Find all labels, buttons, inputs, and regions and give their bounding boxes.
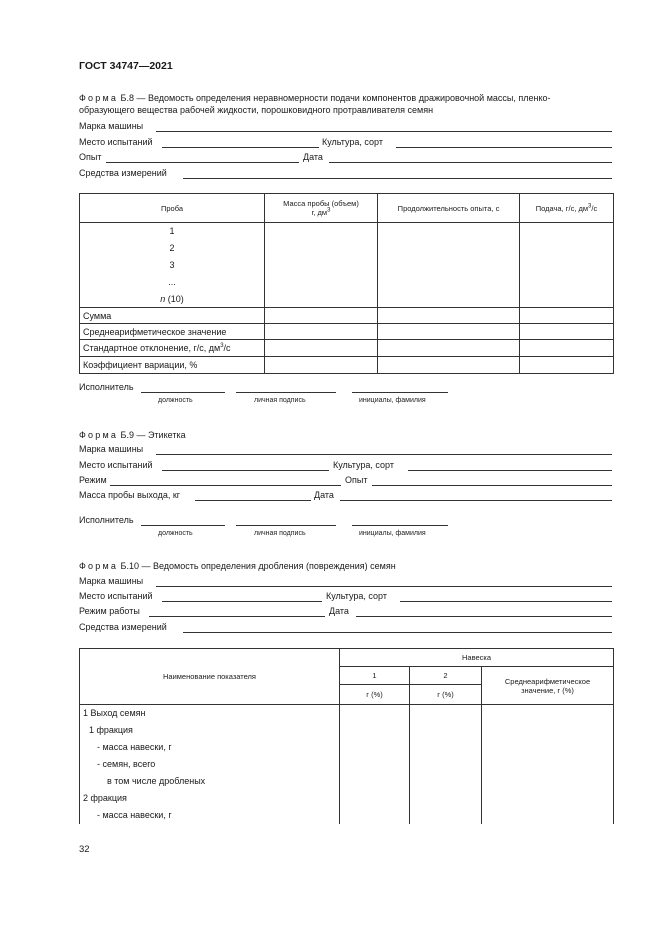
b10-work-mode-label: Режим работы [79,606,140,616]
b8-experiment-label: Опыт [79,152,102,162]
b10-work-mode-line[interactable] [149,616,325,617]
b8-date-line[interactable] [329,162,612,163]
b9-sample-mass-line[interactable] [195,500,311,501]
b10-col-group: Навеска [340,649,614,667]
b8-col-duration: Продолжительность опыта, с [378,194,520,223]
b10-crop-line[interactable] [400,601,612,602]
b10-crop-label: Культура, сорт [326,591,387,601]
b8-n-var: n [160,293,166,304]
b10-row: 2 фракция [80,790,340,807]
b8-position-caption: должность [158,397,193,404]
b10-row: - семян, всего [80,756,340,773]
b9-mode-label: Режим [79,475,107,485]
b8-name-line[interactable] [352,392,448,393]
b10-col-2: 2 [410,667,482,685]
b8-sample-row: 3 [80,257,265,274]
b8-col-sample: Проба [80,194,265,223]
form-b8-prefix: Форма [79,93,119,103]
form-b9-prefix: Форма [79,430,119,440]
b8-cell[interactable] [265,223,378,308]
b8-cell[interactable] [520,324,614,340]
b9-machine-brand-line[interactable] [156,454,612,455]
b8-machine-brand-line[interactable] [156,131,612,132]
b10-row: в том числе дробленых [80,773,340,790]
b8-col-mass-line1: Масса пробы (объем) [283,199,359,208]
b8-cell[interactable] [378,324,520,340]
b9-crop-line[interactable] [408,470,612,471]
b8-instruments-line[interactable] [183,178,612,179]
b10-col-2-unit: г (%) [410,685,482,705]
b9-sign-caption: личная подпись [254,530,306,537]
b9-sign-line[interactable] [236,525,336,526]
b8-sample-row: 1 [80,223,265,240]
b8-col-feed-text: Подача, г/с, дм [535,203,589,213]
b9-crop-label: Культура, сорт [333,460,394,470]
b8-stddev-row: Стандартное отклонение, г/с, $дм^3/с$ [80,340,265,357]
b10-col-1: 1 [340,667,410,685]
b10-col-name: Наименование показателя [80,649,340,705]
b8-sample-row: ... [80,274,265,291]
b8-crop-line[interactable] [396,147,612,148]
b8-col-feed: Подача, г/с, $дм^3/с$ [520,194,614,223]
form-b8-title-line2: образующего вещества рабочей жидкости, порошковидного протравливателя семян [79,105,434,115]
b8-cell[interactable] [378,340,520,357]
b10-machine-brand-line[interactable] [156,586,612,587]
form-b8-title [79,93,551,104]
b9-position-caption: должность [158,530,193,537]
b8-cell[interactable] [265,357,378,374]
b8-cell[interactable] [520,340,614,357]
b9-machine-brand-label: Марка машины [79,444,144,454]
b9-name-caption: инициалы, фамилия [359,530,426,537]
b8-col-mass-line2: г, дм [311,208,328,217]
b10-instruments-line[interactable] [183,632,612,633]
b8-cell[interactable] [520,357,614,374]
b10-row: - масса навески, г [80,807,340,824]
b10-cell[interactable] [340,705,410,824]
form-b10-title [79,561,396,572]
b8-cell[interactable] [265,308,378,324]
b8-instruments-label: Средства измерений [79,168,167,178]
b8-col-feed-unit: /с [591,203,598,213]
form-b10-title-text: Б.10 — Ведомость определения дробления (повреждения) семян [118,561,396,571]
b10-table [79,648,614,824]
form-b10-prefix: Форма [79,561,119,571]
b10-test-place-line[interactable] [162,601,322,602]
b9-date-label: Дата [314,490,334,500]
b8-executor-label: Исполнитель [79,382,134,392]
form-b9-title [79,430,186,441]
b10-col-avg-line1: Среднеарифметическое [504,676,591,686]
b8-col-mass: Масса пробы (объем) г, $дм^3$ [265,194,378,223]
b8-cv-row: Коэффициент вариации, % [80,357,265,374]
b8-cell[interactable] [378,357,520,374]
b8-cell[interactable] [378,223,520,308]
b8-cell[interactable] [378,308,520,324]
b8-experiment-line[interactable] [106,162,299,163]
b10-cell[interactable] [410,705,482,824]
b8-cell[interactable] [520,223,614,308]
b9-sample-mass-label: Масса пробы выхода, кг [79,490,181,500]
b10-col-avg [482,667,614,705]
b9-position-line[interactable] [141,525,225,526]
b8-cell[interactable] [265,340,378,357]
b9-experiment-label: Опыт [345,475,368,485]
b8-crop-label: Культура, сорт [322,137,383,147]
b9-date-line[interactable] [340,500,612,501]
b8-mean-row: Среднеарифметическое значение [80,324,265,340]
b10-row: 1 фракция [80,722,340,739]
b9-test-place-label: Место испытаний [79,460,153,470]
b8-name-caption: инициалы, фамилия [359,397,426,404]
document-header: ГОСТ 34747—2021 [79,60,173,72]
form-b9-title-text: Б.9 — Этикетка [118,430,186,440]
b10-date-label: Дата [329,606,349,616]
b8-sign-line[interactable] [236,392,336,393]
b9-name-line[interactable] [352,525,448,526]
b8-table [79,193,614,374]
b9-mode-line[interactable] [110,485,341,486]
b10-row: 1 Выход семян [80,705,340,722]
b10-row: - масса навески, г [80,739,340,756]
b8-sign-caption: личная подпись [254,397,306,404]
form-b8-title-text: Б.8 — Ведомость определения неравномерности подачи компонентов дражировочной массы, пленко- [118,93,551,103]
b9-test-place-line[interactable] [162,470,329,471]
b8-cell[interactable] [265,324,378,340]
b9-executor-label: Исполнитель [79,515,134,525]
b8-test-place-line[interactable] [162,147,319,148]
b8-stddev-unit: /с [223,343,231,353]
b8-cell[interactable] [520,308,614,324]
b10-machine-brand-label: Марка машины [79,576,144,586]
b8-position-line[interactable] [141,392,225,393]
b8-sample-row-n [80,291,265,308]
b8-n-count: (10) [165,293,184,304]
page-number: 32 [79,844,90,855]
b10-date-line[interactable] [356,616,612,617]
b8-sum-row: Сумма [80,308,265,324]
b10-test-place-label: Место испытаний [79,591,153,601]
b8-date-label: Дата [303,152,323,162]
b8-stddev-text: Стандартное отклонение, г/с, дм [83,343,221,353]
b10-col-1-unit: г (%) [340,685,410,705]
b10-cell[interactable] [482,705,614,824]
b9-experiment-line[interactable] [372,485,612,486]
b8-sample-row: 2 [80,240,265,257]
b10-instruments-label: Средства измерений [79,622,167,632]
b10-col-avg-line2: значение, г (%) [521,685,574,695]
b8-test-place-label: Место испытаний [79,137,153,147]
b8-machine-brand-label: Марка машины [79,121,144,131]
